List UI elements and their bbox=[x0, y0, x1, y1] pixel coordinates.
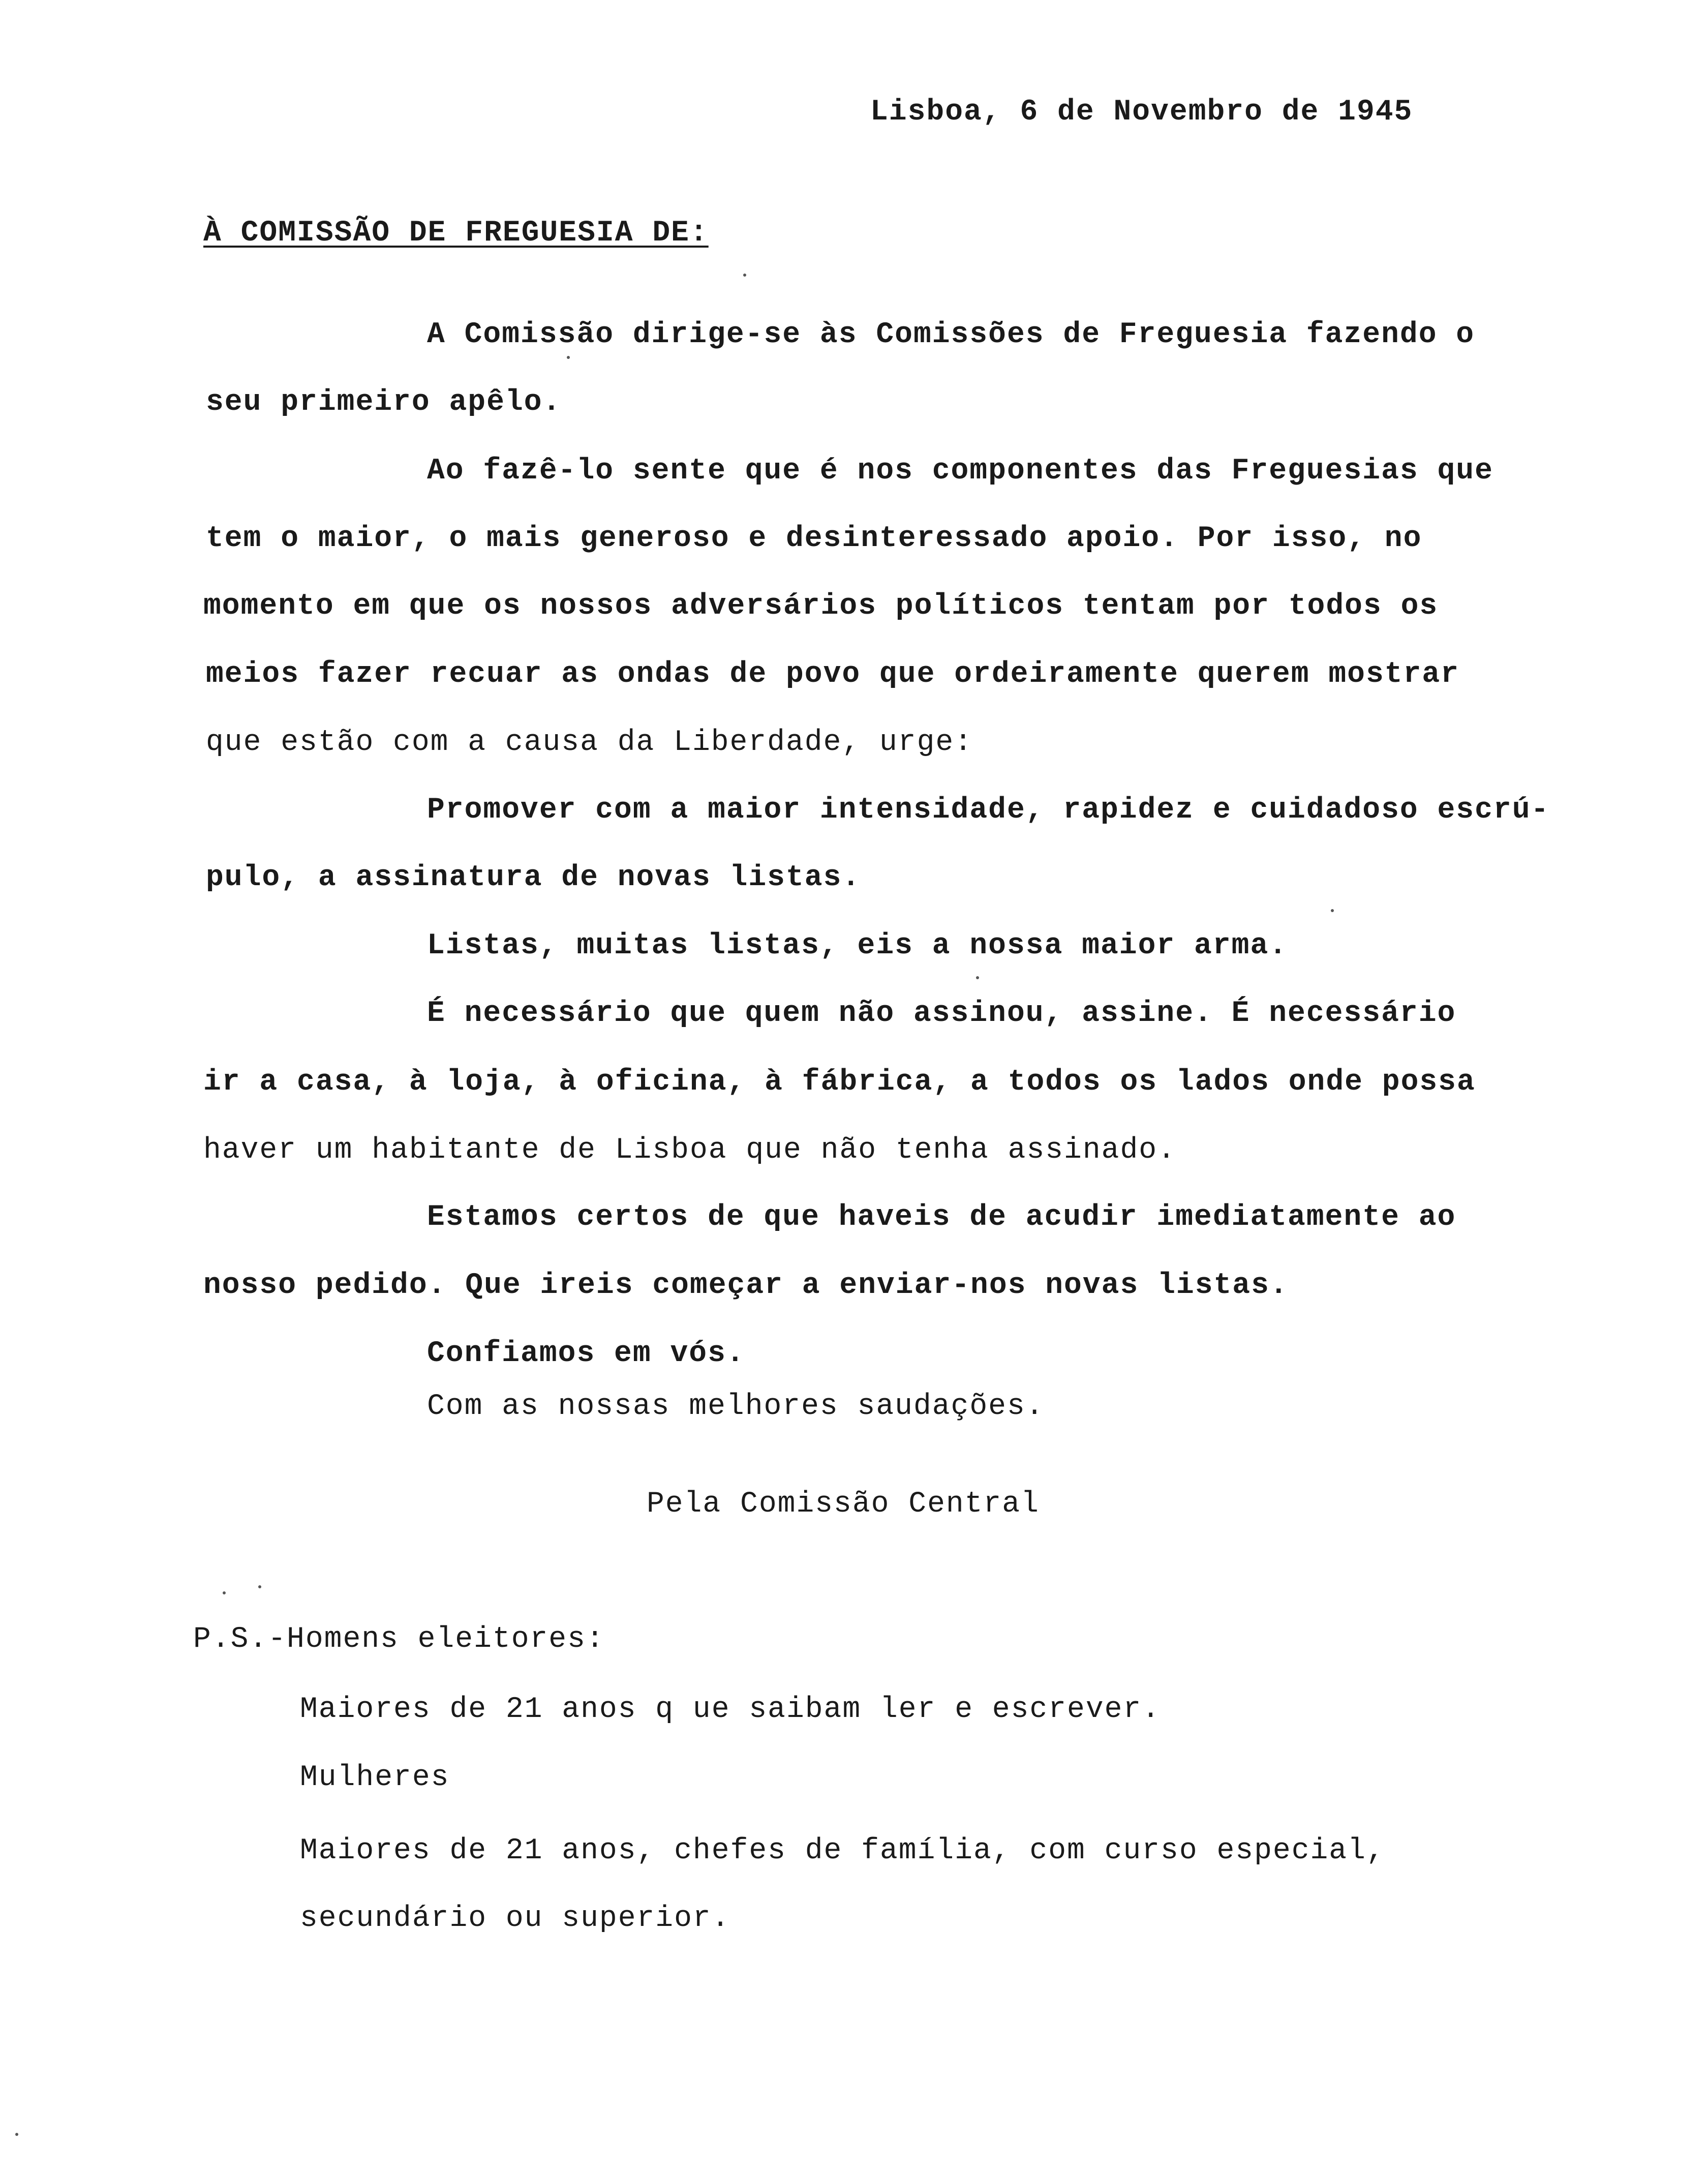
body-line: seu primeiro apêlo. bbox=[206, 386, 562, 419]
body-line: Confiamos em vós. bbox=[427, 1337, 745, 1370]
signature-line: Pela Comissão Central bbox=[647, 1488, 1040, 1521]
postscript-heading: P.S.-Homens eleitores: bbox=[193, 1623, 605, 1656]
addressee-heading: À COMISSÃO DE FREGUESIA DE: bbox=[203, 217, 709, 250]
body-line: tem o maior, o mais generoso e desinteressado apoio. Por isso, no bbox=[206, 522, 1422, 555]
body-line: É necessário que quem não assinou, assine. É necessário bbox=[427, 997, 1456, 1030]
body-line: meios fazer recuar as ondas de povo que ordeiramente querem mostrar bbox=[206, 658, 1459, 691]
postscript-line: Maiores de 21 anos q ue saibam ler e escrever. bbox=[300, 1693, 1161, 1726]
body-line: nosso pedido. Que ireis começar a enviar-nos novas listas. bbox=[203, 1269, 1289, 1302]
body-line: A Comissão dirige-se às Comissões de Freguesia fazendo o bbox=[427, 318, 1475, 351]
paper-speck bbox=[567, 356, 570, 359]
paper-speck bbox=[743, 274, 746, 277]
postscript-line: Maiores de 21 anos, chefes de família, com curso especial, bbox=[300, 1834, 1385, 1867]
body-line: Promover com a maior intensidade, rapidez e cuidadoso escrú- bbox=[427, 794, 1550, 827]
date-line: Lisboa, 6 de Novembro de 1945 bbox=[870, 96, 1413, 129]
body-line: Listas, muitas listas, eis a nossa maior arma. bbox=[427, 929, 1288, 962]
body-line: Estamos certos de que haveis de acudir imediatamente ao bbox=[427, 1201, 1456, 1234]
paper-speck bbox=[15, 2133, 18, 2136]
postscript-line: secundário ou superior. bbox=[300, 1902, 730, 1935]
body-line: ir a casa, à loja, à oficina, à fábrica, a todos os lados onde possa bbox=[203, 1066, 1476, 1099]
postscript-line: Mulheres bbox=[300, 1761, 450, 1794]
body-line: Ao fazê-lo sente que é nos componentes das Freguesias que bbox=[427, 455, 1493, 488]
paper-speck bbox=[976, 976, 979, 979]
paper-speck bbox=[258, 1585, 261, 1588]
paper-speck bbox=[1331, 909, 1334, 912]
body-line: Com as nossas melhores saudações. bbox=[427, 1390, 1045, 1423]
body-line: pulo, a assinatura de novas listas. bbox=[206, 861, 861, 894]
body-line: que estão com a causa da Liberdade, urge: bbox=[206, 726, 973, 759]
body-line: momento em que os nossos adversários políticos tentam por todos os bbox=[203, 590, 1439, 623]
paper-speck bbox=[223, 1591, 226, 1594]
body-line: haver um habitante de Lisboa que não tenha assinado. bbox=[203, 1134, 1176, 1167]
